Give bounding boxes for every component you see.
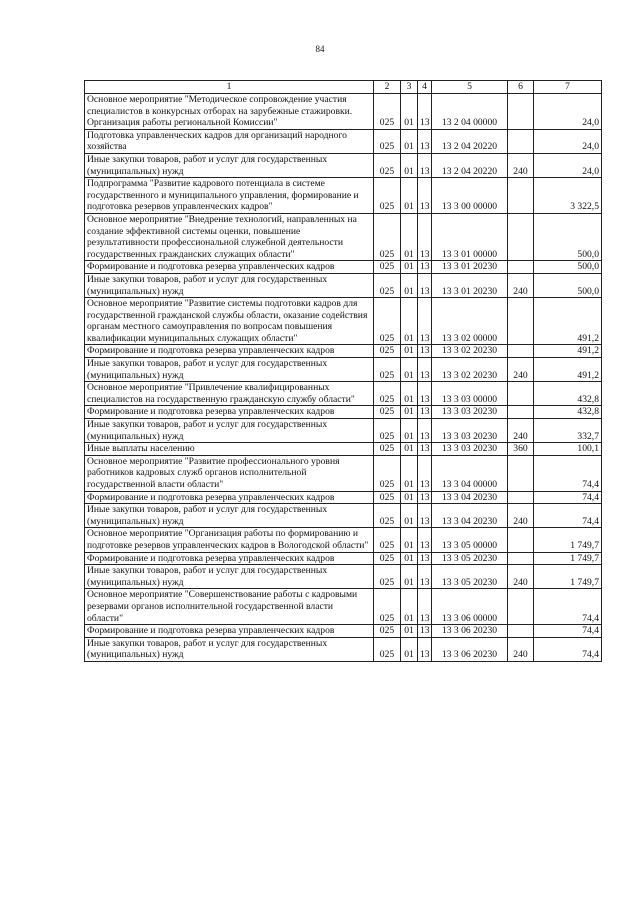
row-ministry-code-cell: 025 (374, 273, 401, 297)
row-expense-type-cell (508, 178, 534, 214)
row-target-article-cell: 13 3 02 00000 (432, 298, 508, 345)
row-name-cell: Формирование и подготовка резерва управленческих кадров (85, 345, 374, 358)
row-ministry-code-cell: 025 (374, 382, 401, 406)
page-number: 84 (315, 44, 325, 54)
row-target-article-cell: 13 3 06 20230 (432, 637, 508, 661)
row-target-article-cell: 13 3 03 20230 (432, 406, 508, 419)
row-subsection-cell: 13 (418, 298, 432, 345)
row-expense-type-cell (508, 625, 534, 638)
table-row (85, 565, 602, 589)
row-expense-type-cell: 240 (508, 637, 534, 661)
row-amount-cell: 500,0 (534, 213, 602, 260)
row-target-article-cell: 13 3 02 20230 (432, 345, 508, 358)
row-target-article-cell: 13 3 05 20230 (432, 565, 508, 589)
row-target-article-cell: 13 2 04 20220 (432, 129, 508, 153)
row-ministry-code-cell: 025 (374, 261, 401, 274)
row-amount-cell: 24,0 (534, 153, 602, 177)
row-subsection-cell: 13 (418, 491, 432, 504)
row-amount-cell: 491,2 (534, 345, 602, 358)
row-section-cell: 01 (401, 419, 418, 443)
row-subsection-cell: 13 (418, 273, 432, 297)
row-section-cell: 01 (401, 589, 418, 625)
row-ministry-code-cell: 025 (374, 345, 401, 358)
row-section-cell: 01 (401, 153, 418, 177)
column-number-7: 7 (534, 81, 602, 94)
row-name-cell: Иные закупки товаров, работ и услуг для государственных (муниципальных) нужд (85, 565, 374, 589)
row-ministry-code-cell: 025 (374, 637, 401, 661)
table-row (85, 552, 602, 565)
row-expense-type-cell: 240 (508, 565, 534, 589)
table-row (85, 589, 602, 625)
row-amount-cell: 432,8 (534, 382, 602, 406)
row-name-cell: Иные закупки товаров, работ и услуг для государственных (муниципальных) нужд (85, 358, 374, 382)
table-body (85, 94, 602, 662)
table-row (85, 94, 602, 130)
row-subsection-cell: 13 (418, 129, 432, 153)
row-target-article-cell: 13 3 01 20230 (432, 261, 508, 274)
row-amount-cell: 24,0 (534, 94, 602, 130)
column-number-row (85, 81, 602, 94)
row-target-article-cell: 13 3 05 00000 (432, 528, 508, 552)
row-section-cell: 01 (401, 552, 418, 565)
row-amount-cell: 74,4 (534, 504, 602, 528)
row-amount-cell: 74,4 (534, 589, 602, 625)
table-row (85, 382, 602, 406)
row-target-article-cell: 13 3 05 20230 (432, 552, 508, 565)
row-ministry-code-cell: 025 (374, 504, 401, 528)
row-amount-cell: 500,0 (534, 261, 602, 274)
column-number-1: 1 (85, 81, 374, 94)
table-row (85, 178, 602, 214)
table-row (85, 261, 602, 274)
row-expense-type-cell (508, 455, 534, 491)
table-row (85, 345, 602, 358)
row-name-cell: Подготовка управленческих кадров для организаций народного хозяйства (85, 129, 374, 153)
row-subsection-cell: 13 (418, 589, 432, 625)
row-subsection-cell: 13 (418, 504, 432, 528)
row-expense-type-cell (508, 406, 534, 419)
row-name-cell: Основное мероприятие "Развитие системы подготовки кадров для государственной гражданской службы области, оказание содействия органам местного самоуправления по вопросам повышения квалификации муниципальных служащих области" (85, 298, 374, 345)
row-subsection-cell: 13 (418, 345, 432, 358)
row-section-cell: 01 (401, 491, 418, 504)
row-name-cell: Основное мероприятие "Привлечение квалифицированных специалистов на государственную гражданскую службу области" (85, 382, 374, 406)
row-section-cell: 01 (401, 213, 418, 260)
row-ministry-code-cell: 025 (374, 298, 401, 345)
table-row (85, 358, 602, 382)
row-expense-type-cell: 240 (508, 358, 534, 382)
row-target-article-cell: 13 3 01 00000 (432, 213, 508, 260)
row-name-cell: Иные закупки товаров, работ и услуг для государственных (муниципальных) нужд (85, 419, 374, 443)
row-target-article-cell: 13 3 02 20230 (432, 358, 508, 382)
row-expense-type-cell (508, 261, 534, 274)
row-ministry-code-cell: 025 (374, 178, 401, 214)
row-section-cell: 01 (401, 565, 418, 589)
table-row (85, 443, 602, 456)
row-amount-cell: 1 749,7 (534, 528, 602, 552)
row-section-cell: 01 (401, 637, 418, 661)
row-amount-cell: 3 322,5 (534, 178, 602, 214)
table-row (85, 129, 602, 153)
row-expense-type-cell (508, 298, 534, 345)
row-subsection-cell: 13 (418, 153, 432, 177)
table-row (85, 528, 602, 552)
row-section-cell: 01 (401, 528, 418, 552)
row-name-cell: Иные закупки товаров, работ и услуг для государственных (муниципальных) нужд (85, 637, 374, 661)
row-subsection-cell: 13 (418, 637, 432, 661)
row-expense-type-cell (508, 213, 534, 260)
row-subsection-cell: 13 (418, 406, 432, 419)
row-name-cell: Основное мероприятие "Организация работы по формированию и подготовке резервов управленческих кадров в Вологодской области" (85, 528, 374, 552)
row-expense-type-cell (508, 528, 534, 552)
row-ministry-code-cell: 025 (374, 443, 401, 456)
row-ministry-code-cell: 025 (374, 94, 401, 130)
row-ministry-code-cell: 025 (374, 552, 401, 565)
row-amount-cell: 74,4 (534, 455, 602, 491)
row-name-cell: Основное мероприятие "Развитие профессионального уровня работников кадровых служб органов исполнительной государственной власти области" (85, 455, 374, 491)
table-row (85, 455, 602, 491)
row-amount-cell: 74,4 (534, 637, 602, 661)
row-name-cell: Иные закупки товаров, работ и услуг для государственных (муниципальных) нужд (85, 504, 374, 528)
row-ministry-code-cell: 025 (374, 455, 401, 491)
row-expense-type-cell (508, 491, 534, 504)
row-expense-type-cell (508, 94, 534, 130)
row-expense-type-cell (508, 129, 534, 153)
row-subsection-cell: 13 (418, 528, 432, 552)
row-target-article-cell: 13 2 04 00000 (432, 94, 508, 130)
row-ministry-code-cell: 025 (374, 589, 401, 625)
column-number-5: 5 (432, 81, 508, 94)
table-row (85, 153, 602, 177)
row-section-cell: 01 (401, 358, 418, 382)
column-number-6: 6 (508, 81, 534, 94)
row-name-cell: Основное мероприятие "Методическое сопровождение участия специалистов в конкурсных отборах на зарубежные стажировки. Организация работы региональной Комиссии" (85, 94, 374, 130)
row-amount-cell: 500,0 (534, 273, 602, 297)
row-target-article-cell: 13 3 03 20230 (432, 419, 508, 443)
table-row (85, 504, 602, 528)
row-amount-cell: 491,2 (534, 298, 602, 345)
table-row (85, 273, 602, 297)
row-amount-cell: 74,4 (534, 491, 602, 504)
row-section-cell: 01 (401, 625, 418, 638)
row-section-cell: 01 (401, 178, 418, 214)
row-name-cell: Формирование и подготовка резерва управленческих кадров (85, 491, 374, 504)
row-expense-type-cell: 240 (508, 273, 534, 297)
budget-table (84, 80, 602, 662)
table-row (85, 406, 602, 419)
row-name-cell: Подпрограмма "Развитие кадрового потенциала в системе государственного и муниципального управления, формирование и подготовка резервов управленческих кадров" (85, 178, 374, 214)
row-section-cell: 01 (401, 443, 418, 456)
row-subsection-cell: 13 (418, 358, 432, 382)
row-target-article-cell: 13 3 04 20230 (432, 491, 508, 504)
row-section-cell: 01 (401, 273, 418, 297)
row-subsection-cell: 13 (418, 552, 432, 565)
row-expense-type-cell: 240 (508, 504, 534, 528)
row-name-cell: Формирование и подготовка резерва управленческих кадров (85, 261, 374, 274)
row-ministry-code-cell: 025 (374, 129, 401, 153)
row-target-article-cell: 13 2 04 20220 (432, 153, 508, 177)
row-ministry-code-cell: 025 (374, 153, 401, 177)
row-section-cell: 01 (401, 261, 418, 274)
row-ministry-code-cell: 025 (374, 419, 401, 443)
row-amount-cell: 432,8 (534, 406, 602, 419)
row-expense-type-cell: 240 (508, 419, 534, 443)
row-ministry-code-cell: 025 (374, 565, 401, 589)
row-expense-type-cell (508, 345, 534, 358)
row-target-article-cell: 13 3 06 20230 (432, 625, 508, 638)
row-ministry-code-cell: 025 (374, 406, 401, 419)
row-amount-cell: 332,7 (534, 419, 602, 443)
row-subsection-cell: 13 (418, 419, 432, 443)
row-subsection-cell: 13 (418, 382, 432, 406)
row-ministry-code-cell: 025 (374, 625, 401, 638)
row-amount-cell: 74,4 (534, 625, 602, 638)
row-ministry-code-cell: 025 (374, 491, 401, 504)
row-subsection-cell: 13 (418, 94, 432, 130)
row-section-cell: 01 (401, 129, 418, 153)
table-row (85, 491, 602, 504)
row-target-article-cell: 13 3 04 20230 (432, 504, 508, 528)
row-expense-type-cell: 360 (508, 443, 534, 456)
row-expense-type-cell (508, 552, 534, 565)
row-target-article-cell: 13 3 00 00000 (432, 178, 508, 214)
table-row (85, 637, 602, 661)
row-name-cell: Основное мероприятие "Совершенствование работы с кадровыми резервами органов исполнительной государственной власти области" (85, 589, 374, 625)
row-expense-type-cell (508, 589, 534, 625)
row-name-cell: Иные закупки товаров, работ и услуг для государственных (муниципальных) нужд (85, 273, 374, 297)
row-subsection-cell: 13 (418, 455, 432, 491)
column-number-4: 4 (418, 81, 432, 94)
row-section-cell: 01 (401, 406, 418, 419)
table-row (85, 625, 602, 638)
row-section-cell: 01 (401, 94, 418, 130)
row-amount-cell: 1 749,7 (534, 552, 602, 565)
row-name-cell: Иные выплаты населению (85, 443, 374, 456)
row-target-article-cell: 13 3 04 00000 (432, 455, 508, 491)
row-subsection-cell: 13 (418, 213, 432, 260)
table-row (85, 213, 602, 260)
row-ministry-code-cell: 025 (374, 528, 401, 552)
column-number-3: 3 (401, 81, 418, 94)
row-section-cell: 01 (401, 298, 418, 345)
row-name-cell: Формирование и подготовка резерва управленческих кадров (85, 406, 374, 419)
row-amount-cell: 100,1 (534, 443, 602, 456)
row-name-cell: Формирование и подготовка резерва управленческих кадров (85, 625, 374, 638)
row-amount-cell: 491,2 (534, 358, 602, 382)
row-target-article-cell: 13 3 03 00000 (432, 382, 508, 406)
row-section-cell: 01 (401, 382, 418, 406)
row-expense-type-cell: 240 (508, 153, 534, 177)
row-target-article-cell: 13 3 06 00000 (432, 589, 508, 625)
row-section-cell: 01 (401, 504, 418, 528)
row-target-article-cell: 13 3 01 20230 (432, 273, 508, 297)
row-amount-cell: 24,0 (534, 129, 602, 153)
row-section-cell: 01 (401, 345, 418, 358)
column-number-2: 2 (374, 81, 401, 94)
row-target-article-cell: 13 3 03 20230 (432, 443, 508, 456)
row-subsection-cell: 13 (418, 178, 432, 214)
row-expense-type-cell (508, 382, 534, 406)
row-section-cell: 01 (401, 455, 418, 491)
row-name-cell: Основное мероприятие "Внедрение технологий, направленных на создание эффективной системы оценки, повышение результативности профессиональной служебной деятельности государственных гражданских служащих области" (85, 213, 374, 260)
row-subsection-cell: 13 (418, 565, 432, 589)
row-name-cell: Иные закупки товаров, работ и услуг для государственных (муниципальных) нужд (85, 153, 374, 177)
row-subsection-cell: 13 (418, 443, 432, 456)
table-row (85, 419, 602, 443)
row-ministry-code-cell: 025 (374, 213, 401, 260)
row-amount-cell: 1 749,7 (534, 565, 602, 589)
table-row (85, 298, 602, 345)
row-subsection-cell: 13 (418, 625, 432, 638)
row-name-cell: Формирование и подготовка резерва управленческих кадров (85, 552, 374, 565)
row-ministry-code-cell: 025 (374, 358, 401, 382)
row-subsection-cell: 13 (418, 261, 432, 274)
